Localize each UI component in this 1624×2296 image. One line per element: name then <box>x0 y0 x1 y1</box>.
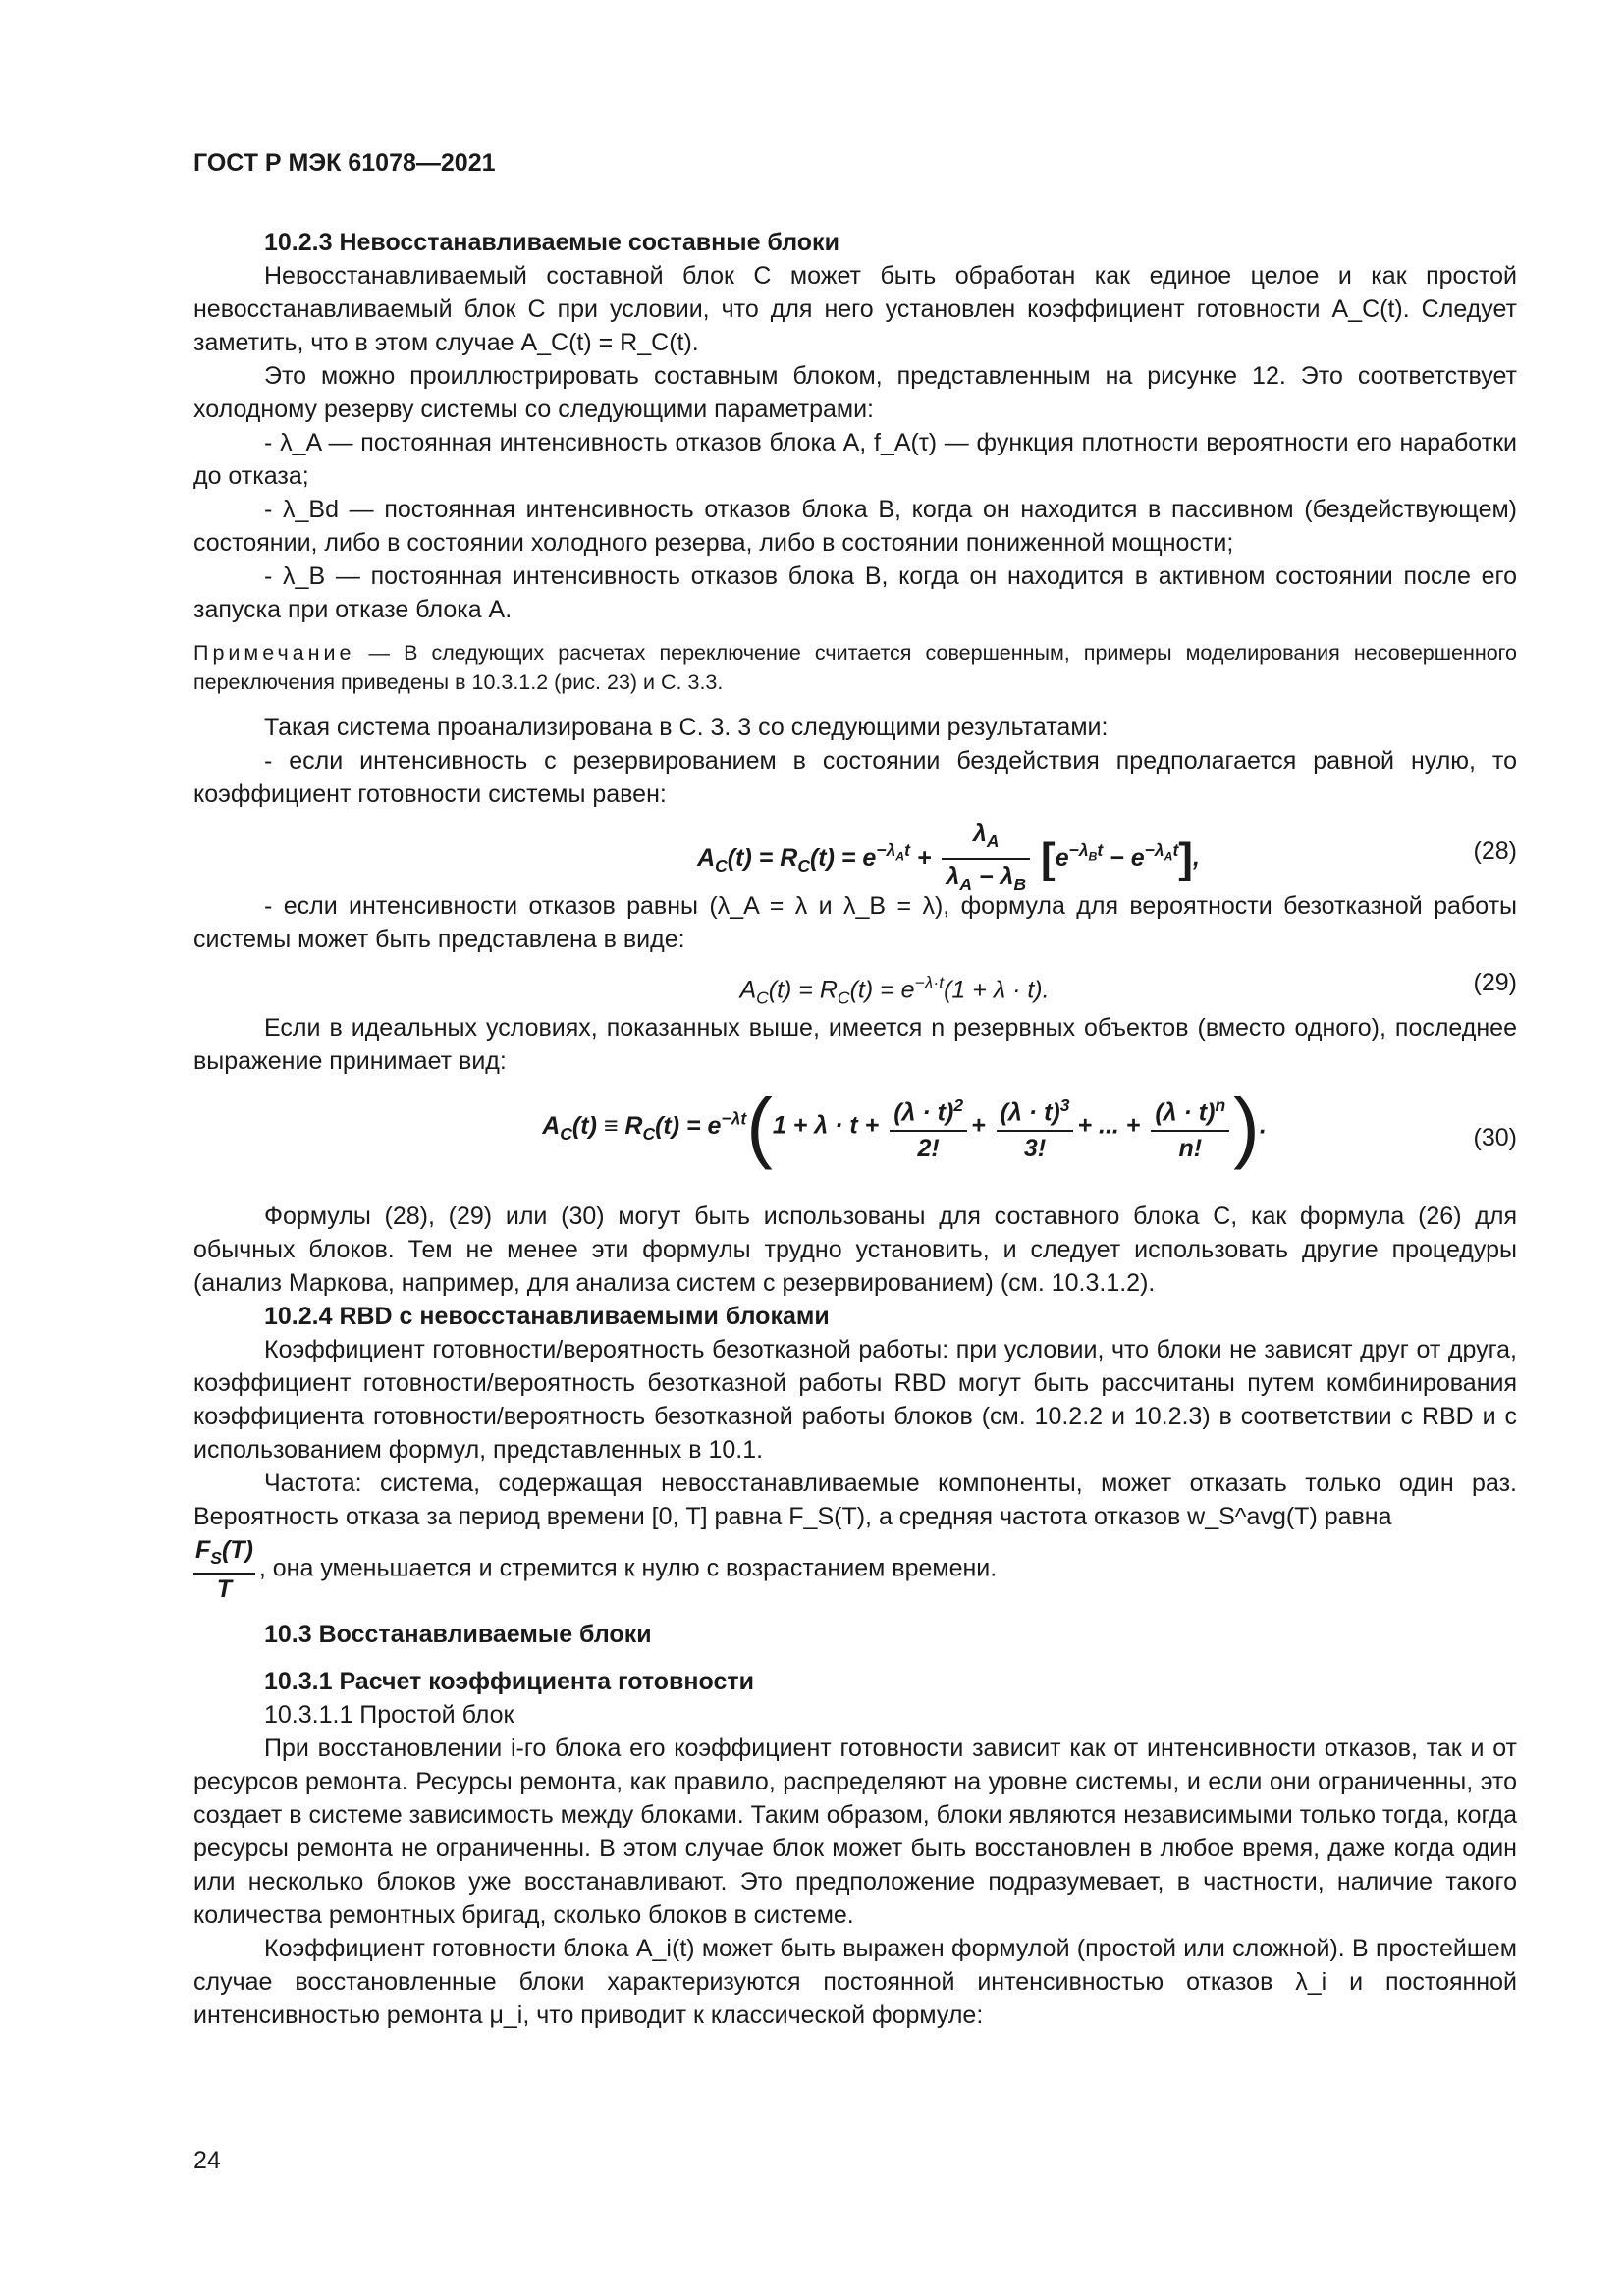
paragraph: Коэффициент готовности блока A_i(t) может быть выражен формулой (простой или сложной). В простейшем случае восстановленные блоки характеризуются постоянной интенсивностью отказов λ_i и постоянной интенсивностью ремонта μ_i, что приводит к классической формуле: <box>193 1935 1517 2029</box>
paragraph: - если интенсивность с резервированием в состоянии бездействия предполагается равной нулю, то коэффициент готовности системы равен: <box>193 747 1517 808</box>
paragraph: Формулы (28), (29) или (30) могут быть использованы для составного блока С, как формула (26) для обычных блоков. Тем не менее эти формулы трудно установить, и следует использовать другие процедуры (анализ Маркова, например, для анализа систем с резервированием) (см. 10.3.1.2). <box>193 1202 1517 1297</box>
paragraph: - если интенсивности отказов равны (λ_A = λ и λ_B = λ), формула для вероятности безотказной работы системы может быть представлена в виде: <box>193 892 1517 953</box>
document-header: ГОСТ Р МЭК 61078—2021 <box>193 149 496 177</box>
bullet-item: - λ_B — постоянная интенсивность отказов блока В, когда он находится в активном состоянии после его запуска при отказе блока А. <box>193 562 1517 623</box>
paragraph: Такая система проанализирована в С. 3. 3 со следующими результатами: <box>264 714 1109 741</box>
paragraph: Это можно проиллюстрировать составным блоком, представленным на рисунке 12. Это соответствует холодному резерву системы со следующими параметрами: <box>193 362 1517 423</box>
subsection-heading-10-3-1-1: 10.3.1.1 Простой блок <box>264 1701 514 1729</box>
formula-29-body: $A_C(t) = R_C(t) = e^{-\lambda\cdot t}(1 + \lambda \cdot t)$. <box>739 973 1050 1008</box>
paragraph-tail: , она уменьшается и стремится к нулю с возрастанием времени. <box>258 1554 998 1582</box>
paragraph: Невосстанавливаемый составной блок С может быть обработан как единое целое и как простой невосстанавливаемый блок С при условии, что для него установлен коэффициент готовности A_C(t). Следует заметить, что в этом случае A_C(t) = R_C(t). <box>193 262 1517 356</box>
bullet-item: - λ_A — постоянная интенсивность отказов блока А, f_A(τ) — функция плотности вероятности его наработки до отказа; <box>193 429 1517 490</box>
note <box>193 638 1517 697</box>
formula-30-number: (30) <box>1473 1124 1517 1151</box>
section-heading-10-3-1: 10.3.1 Расчет коэффициента готовности <box>264 1668 754 1695</box>
inline-fraction: $\frac{F_S(T)}{T}$ <box>195 1536 253 1603</box>
paragraph: Коэффициент готовности/вероятность безотказной работы: при условии, что блоки не зависят друг от друга, коэффициент готовности/вероятность безотказной работы RBD могут быть рассчитаны путем комбинирования коэффициента готовности/вероятность безотказной работы блоков (см. 10.2.2 и 10.2.3) в соответствии с RBD и с использованием формул, представленных в 10.1. <box>193 1336 1517 1464</box>
formula-29 <box>193 962 1517 1008</box>
section-heading-10-2-3: 10.2.3 Невосстанавливаемые составные блоки <box>264 229 839 256</box>
note-label: Примечание <box>193 641 355 665</box>
section-heading-10-3: 10.3 Восстанавливаемые блоки <box>264 1621 652 1648</box>
paragraph: Если в идеальных условиях, показанных выше, имеется n резервных объектов (вместо одного), последнее выражение принимает вид: <box>193 1014 1517 1075</box>
section-heading-10-2-4: 10.2.4 RBD с невосстанавливаемыми блоками <box>264 1303 830 1330</box>
formula-28-body: $A_C(t) = R_C(t) = e^{-\lambda_At}$ + $\frac{\lambda_A}{\lambda_A - \lambda_B}$ $[e^{-\lambda_Bt} - e^{-\lambda_At}]$, <box>193 817 1517 901</box>
note-text: — В следующих расчетах переключение считается совершенным, примеры моделирования несовершенного переключения приведены в 10.3.1.2 (рис. 23) и С. 3.3. <box>193 641 1517 694</box>
page-number: 24 <box>193 2147 221 2174</box>
formula-30-body: $A_C(t) \equiv R_C(t) = e^{-\lambda t}(1 + \lambda \cdot t$ + $\frac{(\lambda \cdot t)^2}{2!}$ + $\frac{(\lambda \cdot t)^3}{3!}$ + ... + $\frac{(\lambda \cdot t)^n}{n!}$ ). <box>542 1083 1267 1170</box>
page-content <box>193 226 1517 2032</box>
paragraph <box>193 1535 1517 1604</box>
paragraph: При восстановлении i-го блока его коэффициент готовности зависит как от интенсивности отказов, так и от ресурсов ремонта. Ресурсы ремонта, как правило, распределяют на уровне системы, и если они ограниченны, это создает в системе зависимость между блоками. Таким образом, блоки являются независимыми только тогда, когда ресурсы ремонта не ограниченны. В этом случае блок может быть восстановлен в любое время, даже когда один или несколько блоков уже восстанавливают. Это предположение подразумевает, в частности, наличие такого количества ремонтных бригад, сколько блоков в системе. <box>193 1735 1517 1929</box>
formula-28 <box>193 817 1517 894</box>
formula-29-number: (29) <box>1473 969 1517 996</box>
bullet-item: - λ_Bd — постоянная интенсивность отказов блока В, когда он находится в пассивном (бездействующем) состоянии, либо в состоянии холодного резерва, либо в состоянии пониженной мощности; <box>193 496 1517 557</box>
formula-30 <box>193 1084 1517 1194</box>
paragraph: Частота: система, содержащая невосстанавливаемые компоненты, может отказать только один раз. Вероятность отказа за период времени [0, T] равна F_S(T), а средняя частота отказов w_S^avg(T) равна <box>193 1469 1517 1530</box>
formula-28-number: (28) <box>1473 837 1517 865</box>
